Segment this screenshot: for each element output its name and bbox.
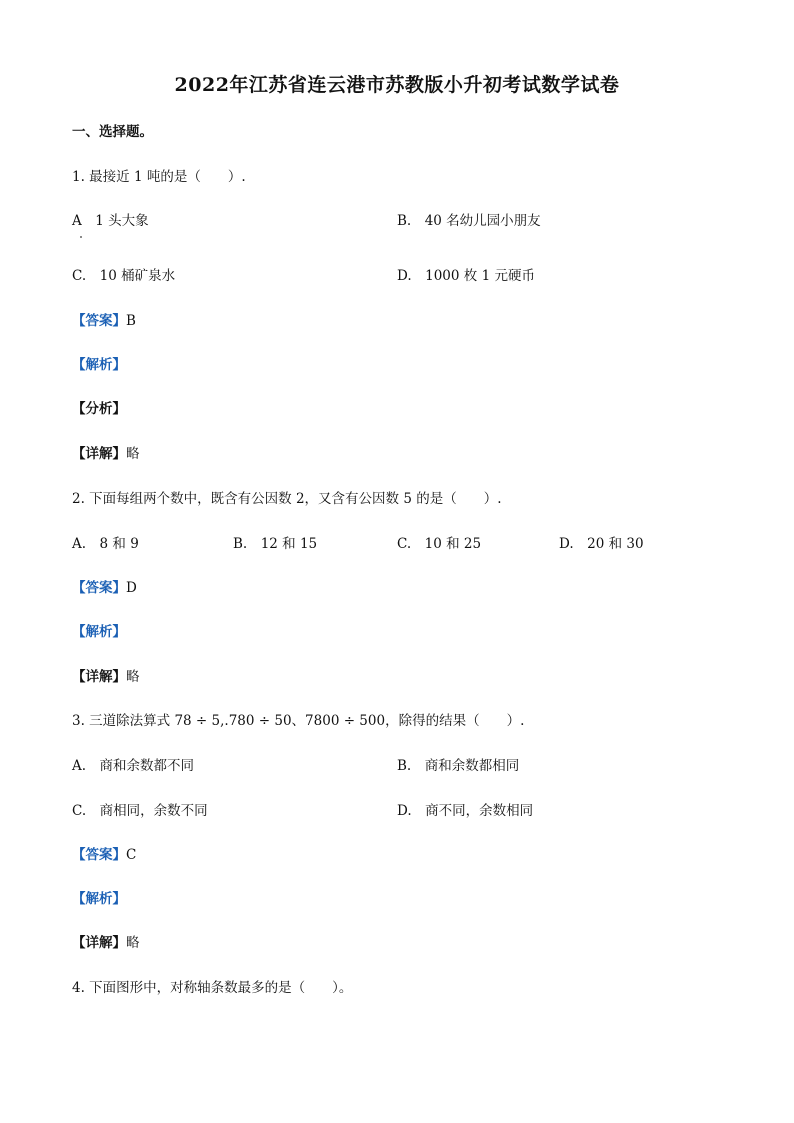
question-1-option-b: B. 40 名幼儿园小朋友 — [397, 213, 541, 229]
answer-value: C — [126, 847, 137, 863]
question-1-stem: 1. 最接近 1 吨的是（ ）. — [72, 169, 246, 185]
question-3-option-d: D. 商不同，余数相同 — [397, 803, 534, 819]
answer-value: B — [126, 313, 136, 329]
stray-dot — [80, 236, 82, 238]
question-1-option-c: C. 10 桶矿泉水 — [72, 268, 176, 284]
detail-value: 略 — [126, 669, 140, 685]
fenxi-tag: 【分析】 — [72, 401, 126, 417]
detail-value: 略 — [126, 446, 140, 462]
question-1-option-d: D. 1000 枚 1 元硬币 — [397, 268, 535, 284]
question-3-detail — [72, 934, 140, 952]
analysis-tag: 【解析】 — [72, 891, 126, 907]
page-title: 2022年江苏省连云港市苏教版小升初考试数学试卷 — [174, 74, 620, 96]
answer-value: D — [126, 580, 137, 596]
detail-value: 略 — [126, 935, 140, 951]
question-2-answer — [72, 579, 137, 597]
analysis-tag: 【解析】 — [72, 624, 126, 640]
question-2-detail — [72, 668, 140, 686]
question-4-stem: 4. 下面图形中，对称轴条数最多的是（ ）。 — [72, 980, 353, 996]
analysis-tag: 【解析】 — [72, 357, 126, 373]
section-heading: 一、选择题。 — [72, 124, 153, 140]
question-2-analysis — [72, 623, 126, 641]
question-1-fenxi — [72, 400, 126, 418]
question-3-answer — [72, 846, 136, 864]
question-2-option-c: C. 10 和 25 — [397, 536, 482, 552]
answer-tag: 【答案】 — [72, 580, 126, 596]
detail-tag: 【详解】 — [72, 669, 126, 685]
detail-tag: 【详解】 — [72, 446, 126, 462]
question-2-option-a: A. 8 和 9 — [72, 536, 139, 552]
question-1-answer — [72, 312, 136, 330]
question-3-analysis — [72, 890, 126, 908]
answer-tag: 【答案】 — [72, 847, 126, 863]
question-2-option-d: D. 20 和 30 — [559, 536, 644, 552]
question-1-analysis — [72, 356, 126, 374]
question-1-option-a: A 1 头大象 — [72, 213, 149, 229]
question-1-detail — [72, 445, 140, 463]
detail-tag: 【详解】 — [72, 935, 126, 951]
answer-tag: 【答案】 — [72, 313, 126, 329]
question-2-stem: 2. 下面每组两个数中，既含有公因数 2，又含有公因数 5 的是（ ）. — [72, 491, 502, 507]
question-2-option-b: B. 12 和 15 — [233, 536, 318, 552]
question-3-option-b: B. 商和余数都相同 — [397, 758, 520, 774]
question-3-option-a: A. 商和余数都不同 — [72, 758, 195, 774]
question-3-stem: 3. 三道除法算式 78 ÷ 5,.780 ÷ 50、7800 ÷ 500，除得的结果（ ）. — [72, 713, 525, 729]
question-3-option-c: C. 商相同，余数不同 — [72, 803, 208, 819]
